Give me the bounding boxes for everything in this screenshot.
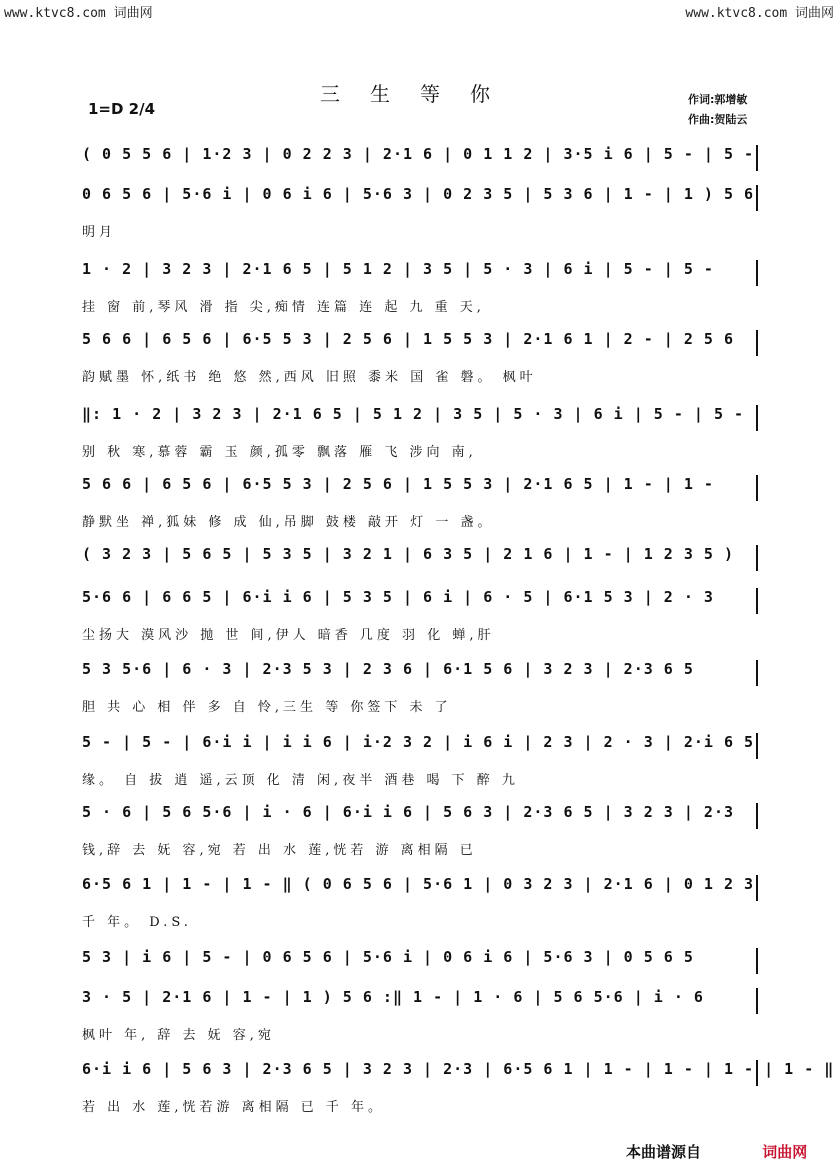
note-line: 5 3 | i 6 | 5 - | 0 6 5 6 | 5·6 i | 0 6 i 6 | 5·6 3 | 0 5 6 5 bbox=[82, 948, 758, 974]
key-signature: 1=D 2/4 bbox=[88, 100, 156, 118]
notation-system bbox=[82, 660, 758, 718]
lyric-line: 胆 共 心 相 伴 多 自 怜,三生 等 你签下 未 了 bbox=[82, 700, 452, 715]
notation-system bbox=[82, 185, 758, 243]
note-line: 5·6 6 | 6 6 5 | 6·i i 6 | 5 3 5 | 6 i | 6 · 5 | 6·1 5 3 | 2 · 3 bbox=[82, 588, 758, 614]
lyric-line: 韵赋墨 怀,纸书 绝 悠 然,西风 旧照 黍米 国 雀 磐。 枫叶 bbox=[82, 370, 537, 385]
notation-system bbox=[82, 733, 758, 791]
notation-system bbox=[82, 545, 758, 571]
notation-system bbox=[82, 1060, 835, 1118]
notation-system bbox=[82, 405, 758, 463]
note-line: 5 6 6 | 6 5 6 | 6·5 5 3 | 2 5 6 | 1 5 5 3 | 2·1 6 5 | 1 - | 1 - bbox=[82, 475, 758, 501]
footer bbox=[626, 1141, 807, 1162]
credits bbox=[688, 90, 747, 130]
note-line: ( 3 2 3 | 5 6 5 | 5 3 5 | 3 2 1 | 6 3 5 | 2 1 6 | 1 - | 1 2 3 5 ) bbox=[82, 545, 758, 571]
lyric-line: 别 秋 寒,慕蓉 霸 玉 颜,孤零 飘落 雁 飞 涉向 南, bbox=[82, 445, 477, 460]
notation-system bbox=[82, 948, 758, 974]
note-line: 3 · 5 | 2·1 6 | 1 - | 1 ) 5 6 :‖ 1 - | 1 · 6 | 5 6 5·6 | i · 6 bbox=[82, 988, 758, 1014]
note-line: ‖: 1 · 2 | 3 2 3 | 2·1 6 5 | 5 1 2 | 3 5 | 5 · 3 | 6 i | 5 - | 5 - bbox=[82, 405, 758, 431]
note-line: 0 6 5 6 | 5·6 i | 0 6 i 6 | 5·6 3 | 0 2 3 5 | 5 3 6 | 1 - | 1 ) 5 6 bbox=[82, 185, 758, 211]
lyric-line: 若 出 水 莲,恍若游 离相隔 已 千 年。 bbox=[82, 1100, 386, 1115]
lyric-line: 缘。 自 拔 逍 遥,云顶 化 清 闲,夜半 酒巷 喝 下 醉 九 bbox=[82, 773, 519, 788]
lyric-line: 枫叶 年, 辞 去 妩 容,宛 bbox=[82, 1028, 275, 1043]
note-line: ( 0 5 5 6 | 1·2 3 | 0 2 2 3 | 2·1 6 | 0 1 1 2 | 3·5 i 6 | 5 - | 5 - bbox=[82, 145, 758, 171]
note-line: 6·5 6 1 | 1 - | 1 - ‖ ( 0 6 5 6 | 5·6 1 | 0 3 2 3 | 2·1 6 | 0 1 2 3 bbox=[82, 875, 758, 901]
notation-system bbox=[82, 588, 758, 646]
score-title: 三生等你 bbox=[320, 82, 520, 106]
lyric-line: 千 年。 D.S. bbox=[82, 915, 192, 930]
lyric-line: 静默坐 禅,狐妹 修 成 仙,吊脚 鼓楼 敲开 灯 一 盏。 bbox=[82, 515, 495, 530]
lyric-line: 明月 bbox=[82, 225, 117, 240]
note-line: 6·i i 6 | 5 6 3 | 2·3 6 5 | 3 2 3 | 2·3 | 6·5 6 1 | 1 - | 1 - | 1 - | 1 - ‖ bbox=[82, 1060, 758, 1086]
note-line: 5 6 6 | 6 5 6 | 6·5 5 3 | 2 5 6 | 1 5 5 3 | 2·1 6 1 | 2 - | 2 5 6 bbox=[82, 330, 758, 356]
notation-system bbox=[82, 145, 758, 171]
footer-source: 本曲谱源自 bbox=[626, 1143, 702, 1161]
watermark-right: www.ktvc8.com 词曲网 bbox=[685, 6, 834, 21]
lyric-line: 钱,辞 去 妩 容,宛 若 出 水 莲,恍若 游 离相隔 已 bbox=[82, 843, 477, 858]
lyric-line: 挂 窗 前,琴风 滑 指 尖,痴情 连篇 连 起 九 重 天, bbox=[82, 300, 485, 315]
notation-system bbox=[82, 475, 758, 533]
footer-brand-logo: 词曲网 bbox=[762, 1143, 808, 1161]
notation-system bbox=[82, 330, 758, 388]
note-line: 5 3 5·6 | 6 · 3 | 2·3 5 3 | 2 3 6 | 6·1 5 6 | 3 2 3 | 2·3 6 5 bbox=[82, 660, 758, 686]
notation-system bbox=[82, 260, 758, 318]
lyricist-credit: 作词:郭增敏 bbox=[688, 93, 748, 106]
note-line: 5 - | 5 - | 6·i i | i i 6 | i·2 3 2 | i 6 i | 2 3 | 2 · 3 | 2·i 6 5 bbox=[82, 733, 758, 759]
notation-system bbox=[82, 875, 758, 933]
notation-system bbox=[82, 988, 758, 1046]
lyric-line: 尘扬大 漠风沙 抛 世 间,伊人 暗香 几度 羽 化 蝉,肝 bbox=[82, 628, 495, 643]
notation-system bbox=[82, 803, 758, 861]
composer-credit: 作曲:贺陆云 bbox=[688, 113, 748, 126]
note-line: 5 · 6 | 5 6 5·6 | i · 6 | 6·i i 6 | 5 6 3 | 2·3 6 5 | 3 2 3 | 2·3 bbox=[82, 803, 758, 829]
note-line: 1 · 2 | 3 2 3 | 2·1 6 5 | 5 1 2 | 3 5 | 5 · 3 | 6 i | 5 - | 5 - bbox=[82, 260, 758, 286]
watermark-left: www.ktvc8.com 词曲网 bbox=[4, 6, 153, 21]
